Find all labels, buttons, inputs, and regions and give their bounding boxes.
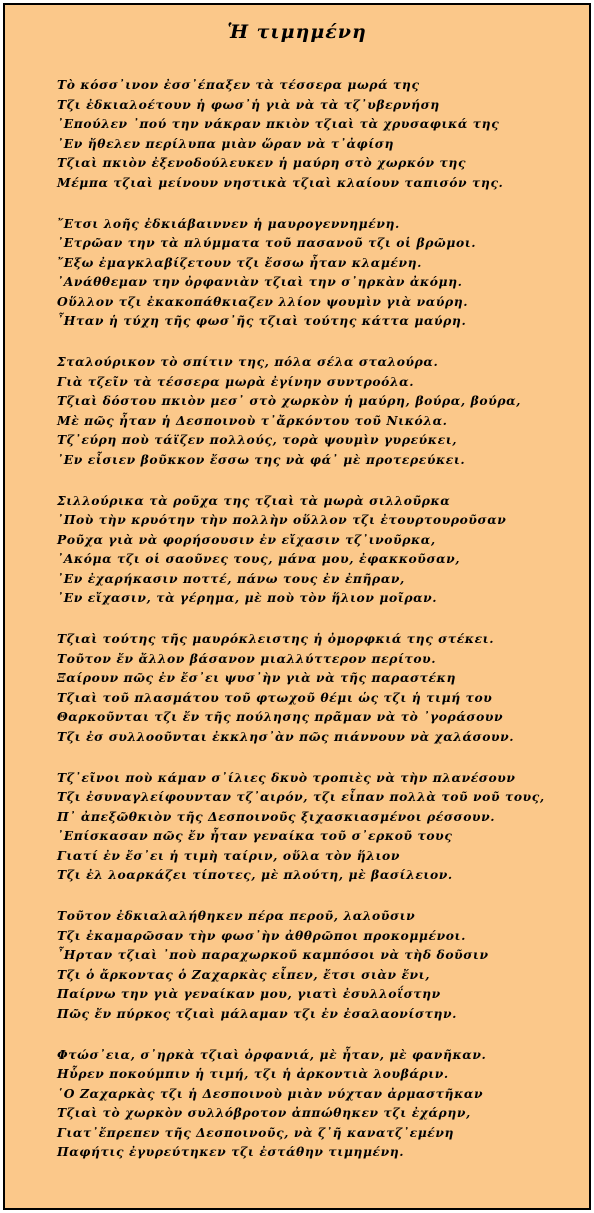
poem-line: Τζι ἐκαμαρῶσαν τὴν φωσ᾽ὴν ἀθθρῶποι προκομμένοι. — [57, 927, 466, 943]
poem-line: Τζι ἐδκιαλοέτουν ἡ φωσ᾽ἡ γιὰ νὰ τὰ τζ᾽υβερνήση — [57, 96, 440, 112]
stanza — [57, 75, 587, 192]
poem-line: Θαρκοῦνται τζι ἔν τῆς πούλησης πρᾶμαν νὰ τὸ ᾽γοράσουν — [57, 709, 504, 724]
poem-line: Ηὗρεν ποκούμπιν ἡ τιμή, τζι ἡ ἀρκοντιὰ λουβάριν. — [57, 1066, 449, 1081]
poem-line: Φτώσ᾽εια, σ᾽ηρκὰ τζιαὶ ὀρφανιά, μὲ ἦταν, μὲ φανῆκαν. — [57, 1046, 487, 1062]
poem-line: Τζι ὁ ἄρκοντας ὁ Ζαχαρκὰς εἶπεν, ἔτσι σιὰν ἔνι, — [57, 966, 431, 982]
stanza — [57, 214, 587, 331]
poem-line: Π᾽ ἀπεξῶθκιὸν τῆς Δεσποινοῦς ξιχασκιασμένοι ρέσσουν. — [57, 808, 496, 824]
poem-line: Τὸ κόσσ᾽ινον ἐσσ᾽έπαξεν τὰ τέσσερα μωρά της — [57, 77, 420, 92]
stanza — [57, 1045, 587, 1162]
poem-line: ῾Ο Ζαχαρκὰς τζι ἡ Δεσποινοὺ μιὰν νύχταν ἀρμαστῆκαν — [57, 1085, 484, 1101]
stanza — [57, 906, 587, 1023]
poem-line: Τζιαὶ τοῦ πλασμάτου τοῦ φτωχοῦ θέμι ὡς τζι ἡ τιμή του — [57, 689, 493, 705]
poem-line: ᾽Ποὺ τὴν κρυότην τὴν πολλὴν οὕλλον τζι ἐτουρτουροῦσαν — [57, 512, 507, 527]
poem-line: Τζι ἐσυναγλείφουνταν τζ᾽αιρόν, τζι εἶπαν πολλὰ τοῦ νοῦ τους, — [57, 789, 545, 804]
poem-line: Τοῦτον ἔν ἄλλον βάσανον μιαλλύττερον περίτου. — [57, 650, 437, 666]
poem-title: Ἡ τιμημένη — [227, 21, 367, 43]
poem-line: Ξαίρουν πῶς ἐν ἔσ᾽ει ψυσ᾽ὴν γιὰ νὰ τῆς παραστέκη — [57, 670, 456, 685]
poem-line: Τοῦτον ἐδκιαλαλήθηκεν πέρα περοῦ, λαλοῦσιν — [57, 908, 416, 923]
stanza — [57, 491, 587, 608]
poem-line: ᾽Επούλεν ᾽πού την νάκραν πκιὸν τζιαὶ τὰ χρυσαφικά της — [57, 116, 500, 131]
poem-line: ῎Ετσι λοῆς ἐδκιάβαιννεν ἡ μαυρογεννημένη. — [57, 215, 400, 231]
poem-line: ᾽Ετρῶαν την τὰ πλύμματα τοῦ πασανοῦ τζι οἱ βρῶμοι. — [57, 235, 477, 250]
stanza — [57, 352, 587, 469]
stanza — [57, 768, 587, 885]
poem-line: Τζιαὶ τούτης τῆς μαυρόκλειστης ἡ ὀμορφκιά της στέκει. — [57, 631, 495, 646]
poem-line: Πῶς ἔν πύρκος τζιαὶ μάλαμαν τζι ἐν ἐσαλαονίστην. — [57, 1005, 458, 1021]
poem-line: Οὕλλον τζι ἐκακοπάθκιαζεν λλίον ψουμὶν γιὰ ναύρη. — [57, 293, 469, 309]
poem-line: Γιατί ἐν ἔσ᾽ει ἡ τιμὴ ταίριν, οὕλα τὸν ἥλιον — [57, 847, 400, 863]
poem-line: Τζ᾽εύρη ποὺ τάϊζεν πολλούς, τορὰ ψουμὶν γυρεύκει, — [57, 432, 458, 447]
poem-line: Σιλλούρικα τὰ ροῦχα της τζιαὶ τὰ μωρὰ σιλλοῦρκα — [57, 492, 451, 508]
poem-line: ῎Εξω ἐμαγκλαβίζετουν τζι ἔσσω ἦταν κλαμένη. — [57, 254, 423, 270]
poem-page — [3, 3, 591, 1210]
poem-line: Τζ᾽εῖνοι ποὺ κάμαν σ᾽ίλιες δκυὸ τροπιὲς νὰ τὴν πλανέσουν — [57, 769, 516, 785]
poem-line: Τζι ἐλ λοαρκάζει τίποτες, μὲ πλούτη, μὲ βασίλειον. — [57, 867, 453, 882]
poem-line: ᾽Επίσκασαν πῶς ἔν ἦταν γεναίκα τοῦ σ᾽ερκοῦ τους — [57, 828, 453, 843]
poem-line: Γιατ᾽ἔπρεπεν τῆς Δεσποινοῦς, νὰ ζ᾽ῆ κανατζ᾽εμένη — [57, 1124, 455, 1140]
poem-line: ᾽Ακόμα τζι οἱ σαοῦνες τους, μάνα μου, ἐφακκοῦσαν, — [57, 551, 461, 566]
poem-line: Μέμπα τζιαὶ μείνουν νηστικὰ τζιαὶ κλαίουν ταπισόν της. — [57, 174, 504, 190]
poem-line: Τζιαὶ τὸ χωρκὸν συλλόβροτον ἀππώθηκεν τζι ἐχάρην, — [57, 1105, 471, 1120]
poem-line: Παφήτις ἐγυρεύτηκεν τζι ἐστάθην τιμημένη. — [57, 1144, 405, 1159]
poem-line: Τζι ἐσ συλλοοῦνται ἐκκλησ᾽ὰν πῶς πιάννουν νὰ χαλάσουν. — [57, 728, 515, 744]
stanza — [57, 629, 587, 746]
poem-line: Τζιαὶ δόστου πκιὸν μεσ᾽ στὸ χωρκὸν ἡ μαύρη, βούρα, βούρα, — [57, 393, 522, 408]
poem-line: Γιὰ τζεῖν τὰ τέσσερα μωρὰ ἐγίνην συντροόλα. — [57, 373, 415, 389]
poem-line: Μὲ πῶς ἦταν ἡ Δεσποινοὺ τ᾽ἄρκόντου τοῦ Νικόλα. — [57, 412, 448, 428]
poem-line: ῏Ηρταν τζιαὶ ᾽ποὺ παραχωρκοῦ καμπόσοι νὰ τὴδ δοῦσιν — [57, 947, 489, 962]
poem-line: Παίρνω την γιὰ γεναίκαν μου, γιατὶ ἐσυλλοΐστην — [57, 986, 441, 1001]
poem-line: ᾽Εν εἴχασιν, τὰ γέρημα, μὲ ποὺ τὸν ἥλιον μοῖραν. — [57, 590, 438, 605]
poem-line: ῏Ηταν ἡ τύχη τῆς φωσ᾽ῆς τζιαὶ τούτης κάττα μαύρη. — [57, 313, 467, 328]
poem-line: ᾽Ανάθθεμαν την ὀρφανιὰν τζιαὶ την σ᾽ηρκὰν ἀκόμη. — [57, 274, 463, 289]
poem-line: ᾽Εν ἐχαρήκασιν ποττέ, πάνω τους ἐν ἐπῆραν, — [57, 570, 405, 586]
poem-line: ᾽Εν ἤθελεν περίλυπα μιὰν ὥραν νὰ τ᾽ἀφίση — [57, 135, 394, 151]
poem-line: Τζιαὶ πκιὸν ἐξενοδούλευκεν ἡ μαύρη στὸ χωρκόν της — [57, 155, 467, 170]
poem-line: Ροῦχα γιὰ νὰ φορήσουσιν ἐν εἴχασιν τζ᾽ινοῦρκα, — [57, 531, 436, 547]
poem-body — [57, 75, 587, 1183]
poem-line: Σταλούρικον τὸ σπίτιν της, πόλα σέλα σταλούρα. — [57, 354, 439, 369]
poem-line: ᾽Εν εἶσιεν βοῦκκον ἔσσω της νὰ φά᾽ μὲ προτερεύκει. — [57, 451, 466, 467]
